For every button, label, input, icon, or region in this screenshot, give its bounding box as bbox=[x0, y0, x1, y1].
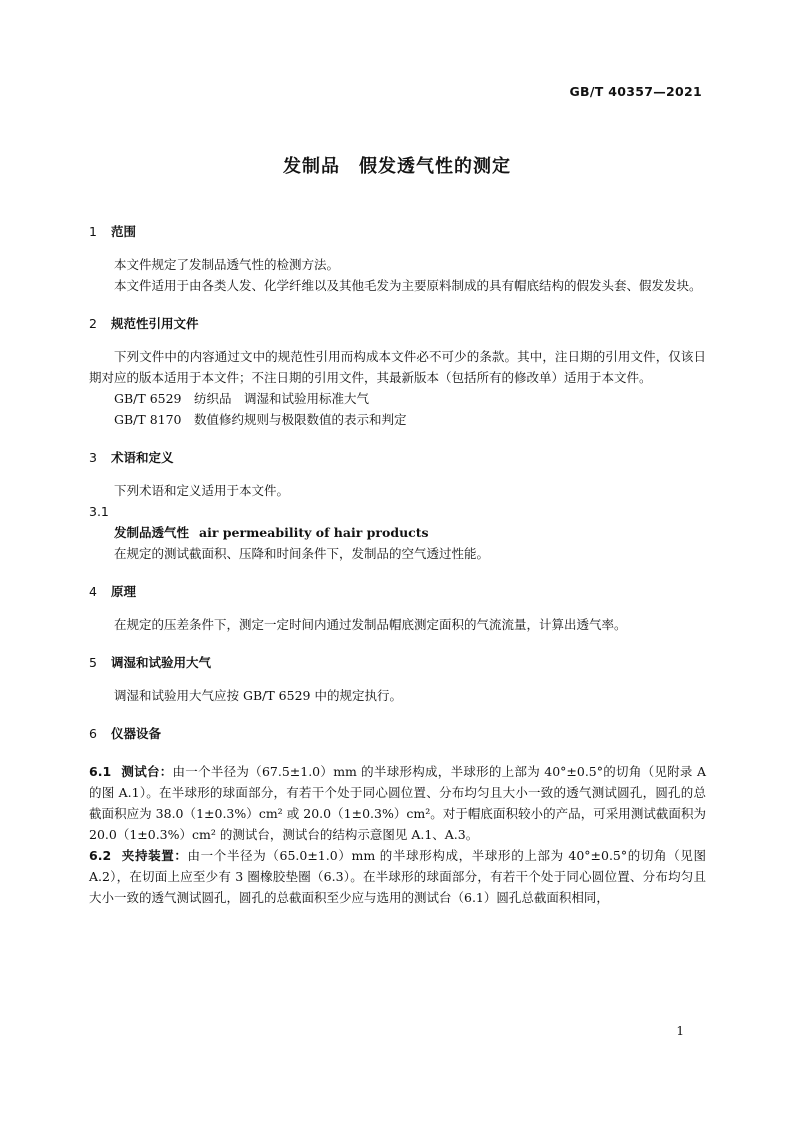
page-number: 1 bbox=[676, 1024, 684, 1038]
section-heading-atmosphere bbox=[89, 652, 706, 673]
term-entry bbox=[89, 522, 706, 543]
section-title: 原理 bbox=[111, 584, 137, 599]
section-title: 调湿和试验用大气 bbox=[111, 655, 212, 670]
paragraph: 下列术语和定义适用于本文件。 bbox=[114, 483, 290, 498]
term-chinese: 发制品透气性 bbox=[114, 525, 190, 540]
section-title: 范围 bbox=[111, 224, 137, 239]
section-number: 2 bbox=[89, 316, 97, 331]
section-title: 仪器设备 bbox=[111, 726, 162, 741]
clause-6-1 bbox=[89, 761, 706, 845]
clause-number: 6.2 bbox=[89, 848, 112, 863]
section-title: 术语和定义 bbox=[111, 450, 174, 465]
section-heading-normative-references bbox=[89, 313, 706, 334]
clause-title: 夹持装置： bbox=[121, 848, 188, 863]
term-english: air permeability of hair products bbox=[199, 525, 429, 540]
section-number: 5 bbox=[89, 655, 97, 670]
paragraph: 本文件适用于由各类人发、化学纤维以及其他毛发为主要原料制成的具有帽底结构的假发头套、假发发块。 bbox=[114, 278, 702, 293]
section-heading-scope bbox=[89, 221, 706, 242]
section-heading-terms bbox=[89, 447, 706, 468]
paragraph: 在规定的压差条件下，测定一定时间内通过发制品帽底测定面积的气流流量，计算出透气率。 bbox=[114, 617, 627, 632]
standard-number: GB/T 40357—2021 bbox=[569, 84, 702, 99]
section-title: 规范性引用文件 bbox=[111, 316, 199, 331]
term-number: 3.1 bbox=[89, 504, 109, 519]
reference-item: GB/T 6529 纺织品 调湿和试验用标准大气 bbox=[114, 391, 370, 406]
section-number: 4 bbox=[89, 584, 97, 599]
term-definition: 在规定的测试截面积、压降和时间条件下，发制品的空气透过性能。 bbox=[114, 546, 490, 561]
section-heading-apparatus bbox=[89, 723, 706, 744]
paragraph: 下列文件中的内容通过文中的规范性引用而构成本文件必不可少的条款。其中，注日期的引用文件，仅该日期对应的版本适用于本文件；不注日期的引用文件，其最新版本（包括所有的修改单）适用于本文件。 bbox=[89, 349, 706, 385]
document-body bbox=[89, 221, 706, 908]
section-number: 3 bbox=[89, 450, 97, 465]
paragraph: 本文件规定了发制品透气性的检测方法。 bbox=[114, 257, 340, 272]
clause-number: 6.1 bbox=[89, 764, 112, 779]
clause-6-2 bbox=[89, 845, 706, 908]
clause-text: 由一个半径为（65.0±1.0）mm 的半球形构成，半球形的上部为 40°±0.5°的切角（见图 A.2），在切面上应至少有 3 圈橡胶垫圈（6.3）。在半球形的球面部分，有若干个处于同心圆位置、分布均匀且大小一致的透气测试圆孔，圆孔的总截面积至少应与选用的测试台（6.1）圆孔总截面积相同， bbox=[89, 848, 706, 905]
clause-text: 由一个半径为（67.5±1.0）mm 的半球形构成，半球形的上部为 40°±0.5°的切角（见附录 A 的图 A.1）。在半球形的球面部分，有若干个处于同心圆位置、分布均匀且大小一致的透气测试圆孔，圆孔的总截面积应为 38.0（1±0.3%）cm² 或 20.0（1±0.3%）cm²。对于帽底面积较小的产品，可采用测试截面积为 20.0（1±0.3%）cm² 的测试台，测试台的结构示意图见 A.1、A.3。 bbox=[89, 764, 706, 842]
section-number: 6 bbox=[89, 726, 97, 741]
section-heading-principle bbox=[89, 581, 706, 602]
section-number: 1 bbox=[89, 224, 97, 239]
document-title: 发制品 假发透气性的测定 bbox=[283, 156, 511, 177]
reference-item: GB/T 8170 数值修约规则与极限数值的表示和判定 bbox=[114, 412, 407, 427]
paragraph: 调湿和试验用大气应按 GB/T 6529 中的规定执行。 bbox=[114, 688, 402, 703]
clause-title: 测试台： bbox=[121, 764, 173, 779]
